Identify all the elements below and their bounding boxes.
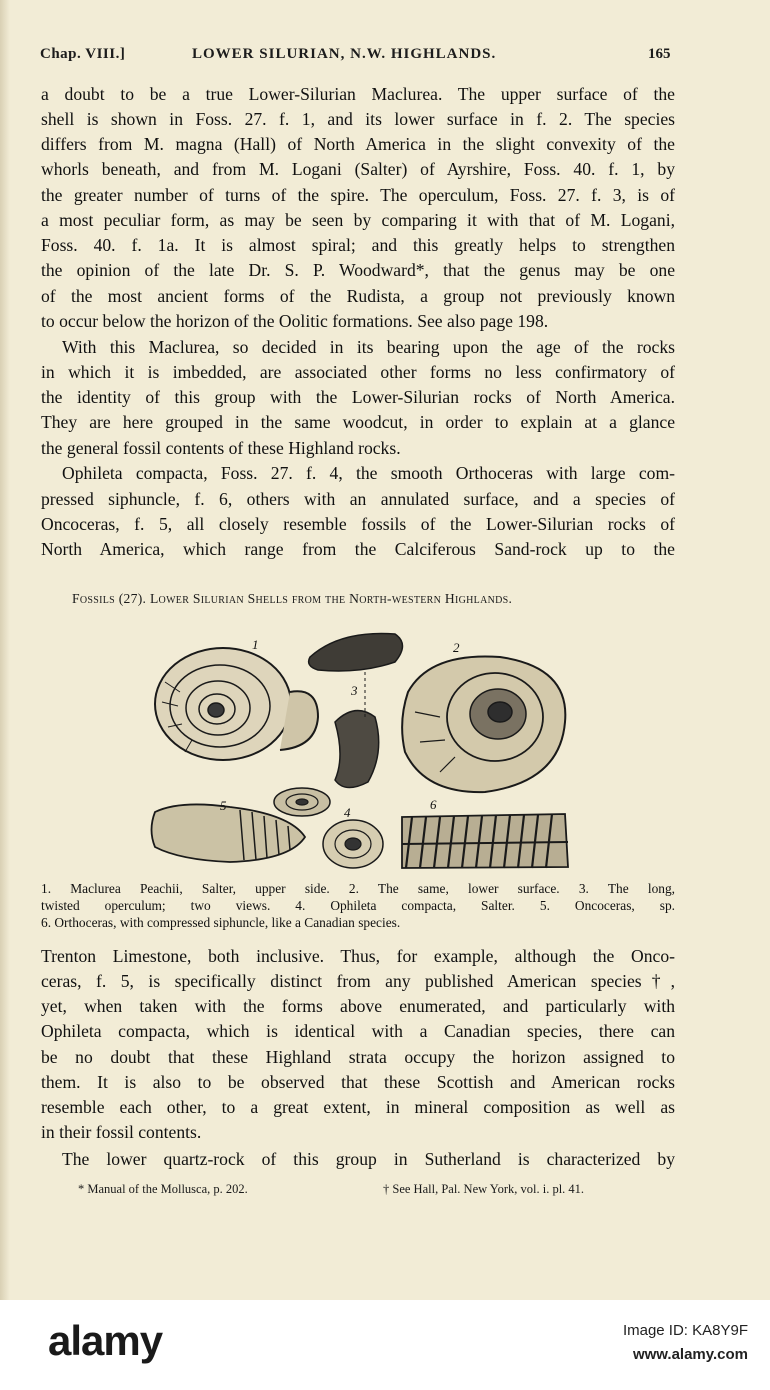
page-gutter — [0, 0, 10, 1300]
running-head-title: LOWER SILURIAN, N.W. HIGHLANDS. — [192, 46, 497, 62]
text-line: in which it is imbedded, are associated other forms no less confirmatory of — [41, 362, 675, 382]
text-line: resemble each other, to a great extent, in mineral composition as well as — [41, 1097, 675, 1117]
text-line: a most peculiar form, as may be seen by comparing it with that of M. Logani, — [41, 210, 675, 230]
fig-label: 6 — [430, 797, 437, 812]
text-line: With this Maclurea, so decided in its bearing upon the age of the rocks — [62, 337, 675, 357]
fig-label: 5 — [220, 798, 227, 813]
orthoceras — [402, 814, 568, 868]
text-line: differs from M. magna (Hall) of North America in the slight convexity of the — [41, 134, 675, 154]
figure-caption-line: 1. Maclurea Peachii, Salter, upper side. 2. The same, lower surface. 3. The long, — [41, 881, 675, 896]
text-line: Oncoceras, f. 5, all closely resemble fossils of the Lower-Silurian rocks of — [41, 514, 675, 534]
text-line: Trenton Limestone, both inclusive. Thus, for example, although the Onco- — [41, 946, 675, 966]
site-url: www.alamy.com — [632, 1346, 748, 1363]
text-line: the opinion of the late Dr. S. P. Woodward*, that the genus may be one — [41, 260, 675, 280]
figure-title: Fossils (27). Lower Silurian Shells from the North-western Highlands. — [72, 591, 513, 606]
text-line: the general fossil contents of these Highland rocks. — [41, 438, 401, 458]
fig-label: 4 — [344, 805, 351, 820]
footnote: * Manual of the Mollusca, p. 202. — [78, 1182, 248, 1196]
alamy-logo: alamy — [48, 1317, 163, 1364]
page-number: 165 — [648, 46, 671, 62]
text-line: in their fossil contents. — [41, 1122, 202, 1142]
fig-label: 1 — [252, 637, 259, 652]
text-line: the greater number of turns of the spire. The operculum, Foss. 27. f. 3, is of — [41, 185, 675, 205]
text-line: The lower quartz-rock of this group in Sutherland is characterized by — [62, 1149, 675, 1169]
text-line: of the most ancient forms of the Rudista, a group not previously known — [41, 286, 675, 306]
fig-label: 3 — [351, 683, 358, 698]
text-line: the identity of this group with the Lower-Silurian rocks of North America. — [41, 387, 675, 407]
figure-caption-line: 6. Orthoceras, with compressed siphuncle, like a Canadian species. — [41, 915, 401, 930]
text-line: a doubt to be a true Lower-Silurian Maclurea. The upper surface of the — [41, 84, 675, 104]
maclurea-lower-surface — [402, 656, 565, 792]
text-line: yet, when taken with the forms above enumerated, and particularly with — [41, 996, 675, 1016]
running-head-chapter: Chap. VIII.] — [40, 46, 126, 62]
text-line: pressed siphuncle, f. 6, others with an annulated surface, and a species of — [41, 489, 675, 509]
text-line: them. It is also to be observed that these Scottish and American rocks — [41, 1072, 675, 1092]
fossil-woodcut — [140, 622, 580, 876]
text-line: Ophileta compacta, Foss. 27. f. 4, the smooth Orthoceras with large com- — [62, 463, 675, 483]
figure-caption-line: twisted operculum; two views. 4. Ophileta compacta, Salter. 5. Oncoceras, sp. — [41, 898, 675, 913]
text-line: Ophileta compacta, which is identical with a Canadian species, there can — [41, 1021, 675, 1041]
oncoceras — [152, 804, 306, 862]
text-line: to occur below the horizon of the Oolitic formations. See also page 198. — [41, 311, 549, 331]
text-line: whorls beneath, and from M. Logani (Salter) of Ayrshire, Foss. 40. f. 1, by — [41, 159, 675, 179]
text-line: ceras, f. 5, is specifically distinct from any published American species†, — [41, 971, 675, 991]
operculum-views — [309, 633, 403, 787]
text-line: be no doubt that these Highland strata occupy the horizon assigned to — [41, 1047, 675, 1067]
image-id-label: Image ID: KA8Y9F — [622, 1322, 748, 1339]
text-line: shell is shown in Foss. 27. f. 1, and its lower surface in f. 2. The species — [41, 109, 675, 129]
text-line: Foss. 40. f. 1a. It is almost spiral; and this greatly helps to strengthen — [41, 235, 675, 255]
text-line: North America, which range from the Calciferous Sand-rock up to the — [41, 539, 675, 559]
footnote: † See Hall, Pal. New York, vol. i. pl. 41. — [383, 1182, 585, 1196]
fig-label: 2 — [453, 640, 460, 655]
maclurea-upper-side — [155, 648, 318, 760]
text-line: They are here grouped in the same woodcut, in order to explain at a glance — [41, 412, 675, 432]
